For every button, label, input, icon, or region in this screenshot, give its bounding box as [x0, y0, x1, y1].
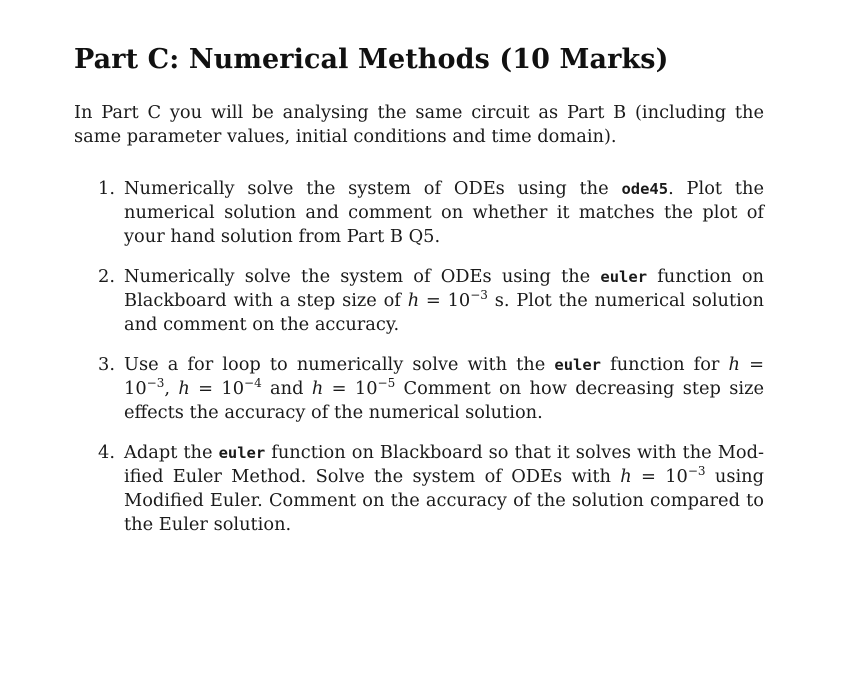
question-text: Numerically solve the system of ODEs using the euler function on Blackboard with a step size of $h = 10^{-3}$ s. Plot the numerical solution and comment on the accuracy.	[124, 266, 764, 335]
code-euler: euler	[600, 268, 648, 286]
math-h: h	[620, 466, 632, 487]
math-h: h	[407, 290, 420, 311]
question-text: Numerically solve the system of ODEs using the ode45. Plot the numerical solution and comment on whether it matches the plot of your hand solution from Part B Q5.	[124, 178, 764, 247]
math-h: h	[311, 378, 324, 399]
code-euler: euler	[218, 444, 266, 462]
question-item-3	[74, 353, 764, 425]
question-text: Use a for loop to numerically solve with the euler function for $h = 10^{-3}$, $h = 10^{-4}$ and $h = 10^{-5}$ Comment on how decreasing step size effects the accuracy of the numerical solution.	[124, 354, 764, 423]
question-list	[74, 177, 764, 537]
document-page	[74, 40, 764, 553]
question-number: 3.	[98, 354, 115, 375]
math-h: h	[178, 378, 190, 399]
math-h: h	[728, 354, 740, 375]
code-euler: euler	[554, 356, 602, 374]
question-item-2	[74, 265, 764, 337]
question-item-4	[74, 441, 764, 537]
code-ode45: ode45	[621, 180, 669, 198]
intro-paragraph: In Part C you will be analysing the same circuit as Part B (including the same parameter values, initial conditions and time domain).	[74, 102, 764, 147]
question-item-1	[74, 177, 764, 249]
page-title: Part C: Numerical Methods (10 Marks)	[74, 44, 669, 75]
question-number: 1.	[98, 178, 115, 199]
question-number: 2.	[98, 266, 115, 287]
question-number: 4.	[98, 442, 115, 463]
question-text: Adapt the euler function on Blackboard so that it solves with the Modified Euler Method. Solve the system of ODEs with $h = 10^{-3}$ using Modified Euler. Comment on the accuracy of the solution compared to the Euler solution.	[124, 442, 765, 535]
